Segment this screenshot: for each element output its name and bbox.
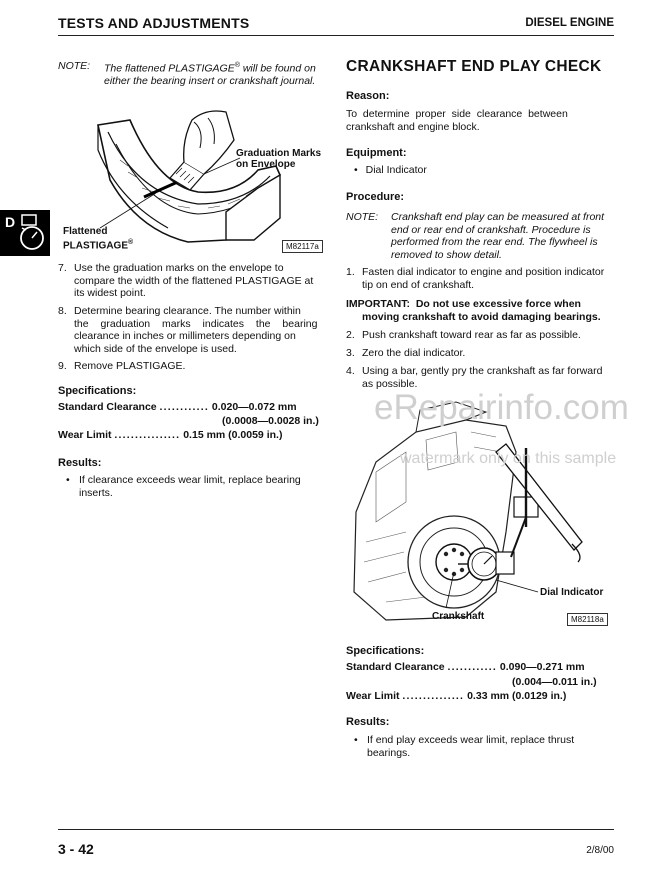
spec-dots: ............	[159, 401, 209, 413]
result-line: If clearance exceeds wear limit, replace bearing	[79, 474, 301, 486]
spec-dots: ...............	[402, 690, 465, 702]
bullet: •	[354, 734, 358, 746]
procedure-step-3	[346, 347, 616, 360]
equipment-text: Dial Indicator	[365, 164, 427, 176]
note-label: NOTE:	[346, 211, 379, 223]
spec-label: Standard Clearance	[58, 401, 157, 413]
equipment-item	[354, 164, 427, 177]
step-line: Using a bar, gently pry the crankshaft as far forward	[362, 365, 603, 377]
figure-id-m82118a: M82118a	[567, 613, 608, 626]
left-note	[58, 60, 330, 88]
important-line: Do not use excessive force when	[415, 298, 581, 310]
note-reg: ®	[234, 62, 240, 69]
note-text-3: either the bearing insert or crankshaft journal.	[104, 75, 316, 87]
step-number: 2.	[346, 329, 355, 341]
step-line: Determine bearing clearance. The number within	[74, 305, 301, 317]
crankshaft-label: Crankshaft	[432, 611, 485, 622]
bullet: •	[354, 164, 358, 176]
watermark-brand: eRepairinfo.com	[374, 388, 629, 427]
result-line: inserts.	[79, 486, 113, 499]
important-label: IMPORTANT:	[346, 298, 410, 310]
step-8	[58, 305, 328, 355]
left-standard-clearance	[58, 401, 297, 413]
step-line: clearance in inches or millimeters depending on	[74, 330, 296, 342]
note-label: NOTE:	[58, 60, 91, 72]
spec-value: 0.15 mm (0.0059 in.)	[183, 429, 283, 441]
dial-indicator-label: Dial Indicator	[540, 587, 604, 598]
step-line: Use the graduation marks on the envelope to	[74, 262, 284, 274]
page-date: 2/8/00	[586, 845, 614, 856]
right-standard-clearance-in: (0.004—0.011 in.)	[512, 676, 597, 688]
procedure-title: Procedure:	[346, 191, 405, 203]
step-line: its widest point.	[74, 287, 146, 299]
spec-value: 0.020—0.072 mm	[211, 401, 297, 413]
left-steps	[58, 262, 328, 374]
reason-line: To determine proper side clearance between	[346, 108, 568, 120]
result-line: If end play exceeds wear limit, replace thrust	[367, 734, 575, 746]
figure-id-m82117a: M82117a	[282, 240, 323, 253]
reason-text	[346, 108, 614, 133]
flattened-plastigage-label	[63, 226, 133, 251]
graduation-marks-label	[236, 148, 321, 170]
page-number: 3 - 42	[58, 841, 94, 857]
note-line: performed from the rear end. The flywheel is	[391, 236, 598, 248]
right-specs-title: Specifications:	[346, 645, 425, 657]
procedure-steps-b	[346, 329, 616, 391]
left-result-item	[66, 474, 328, 499]
note-text-2: will be found on	[239, 62, 316, 75]
step-line: which side of the envelope is used.	[74, 342, 237, 355]
flattened-label-line2: PLASTIGAGE	[63, 240, 129, 252]
spec-label: Wear Limit	[346, 690, 400, 702]
step-7	[58, 262, 328, 300]
spec-label: Standard Clearance	[346, 661, 445, 673]
watermark-sub: watermark only on this sample	[400, 450, 617, 467]
reason-title: Reason:	[346, 90, 390, 102]
left-specs-title: Specifications:	[58, 385, 137, 397]
left-wear-limit	[58, 429, 282, 441]
result-line: bearings.	[367, 746, 411, 759]
step-9	[58, 360, 328, 374]
header-rule	[58, 35, 614, 36]
important-line: moving crankshaft to avoid damaging bearings.	[362, 310, 601, 323]
step-number: 8.	[58, 305, 67, 317]
spec-dots: ................	[114, 429, 181, 441]
spec-value: 0.33 mm (0.0129 in.)	[467, 690, 567, 702]
procedure-step-2	[346, 329, 616, 342]
engine-tab-icon	[0, 210, 50, 256]
step-line: compare the width of the flattened PLASTIGAGE at	[74, 274, 314, 287]
right-standard-clearance	[346, 661, 585, 673]
bullet: •	[66, 474, 70, 486]
note-line: removed to show detail.	[391, 248, 502, 261]
spec-dots: ............	[447, 661, 497, 673]
note-line: Crankshaft end play can be measured at front	[391, 211, 605, 223]
step-number: 9.	[58, 360, 67, 372]
left-standard-clearance-in: (0.0008—0.0028 in.)	[222, 415, 319, 427]
step-line: Remove PLASTIGAGE.	[74, 360, 186, 372]
step-number: 1.	[346, 266, 355, 278]
step-line: Fasten dial indicator to engine and position indicator	[362, 266, 605, 278]
step-line: tip on end of crankshaft.	[362, 278, 475, 291]
right-result-item	[354, 734, 616, 759]
left-results-title: Results:	[58, 457, 102, 469]
page-header-section: DIESEL ENGINE	[525, 17, 614, 29]
flattened-label-reg: ®	[128, 239, 134, 246]
footer-rule	[58, 829, 614, 830]
right-results-title: Results:	[346, 716, 390, 728]
step-line: the graduation marks indicates the bearing	[74, 317, 318, 330]
spec-value: 0.090—0.271 mm	[499, 661, 585, 673]
graduation-label-line2: on Envelope	[236, 159, 296, 170]
svg-text:D: D	[5, 214, 16, 230]
reason-line: crankshaft and engine block.	[346, 120, 480, 133]
step-number: 4.	[346, 365, 355, 377]
spec-label: Wear Limit	[58, 429, 112, 441]
flattened-label-line1: Flattened	[63, 226, 108, 237]
note-text-1: The flattened PLASTIGAGE	[104, 62, 235, 75]
section-tab	[0, 210, 50, 256]
step-number: 7.	[58, 262, 67, 274]
right-wear-limit	[346, 690, 566, 702]
important-block	[346, 298, 618, 323]
procedure-note	[346, 211, 616, 261]
graduation-label-line1: Graduation Marks	[236, 148, 322, 159]
equipment-title: Equipment:	[346, 147, 407, 159]
procedure-step-1	[346, 266, 616, 291]
step-line: Zero the dial indicator.	[362, 347, 466, 359]
section-title: CRANKSHAFT END PLAY CHECK	[346, 58, 602, 75]
step-line: Push crankshaft toward rear as far as possible.	[362, 329, 581, 341]
step-line: as possible.	[362, 377, 418, 390]
step-number: 3.	[346, 347, 355, 359]
page-header-title: TESTS AND ADJUSTMENTS	[58, 15, 250, 31]
note-line: end or rear end of crankshaft. Procedure is	[391, 223, 591, 236]
